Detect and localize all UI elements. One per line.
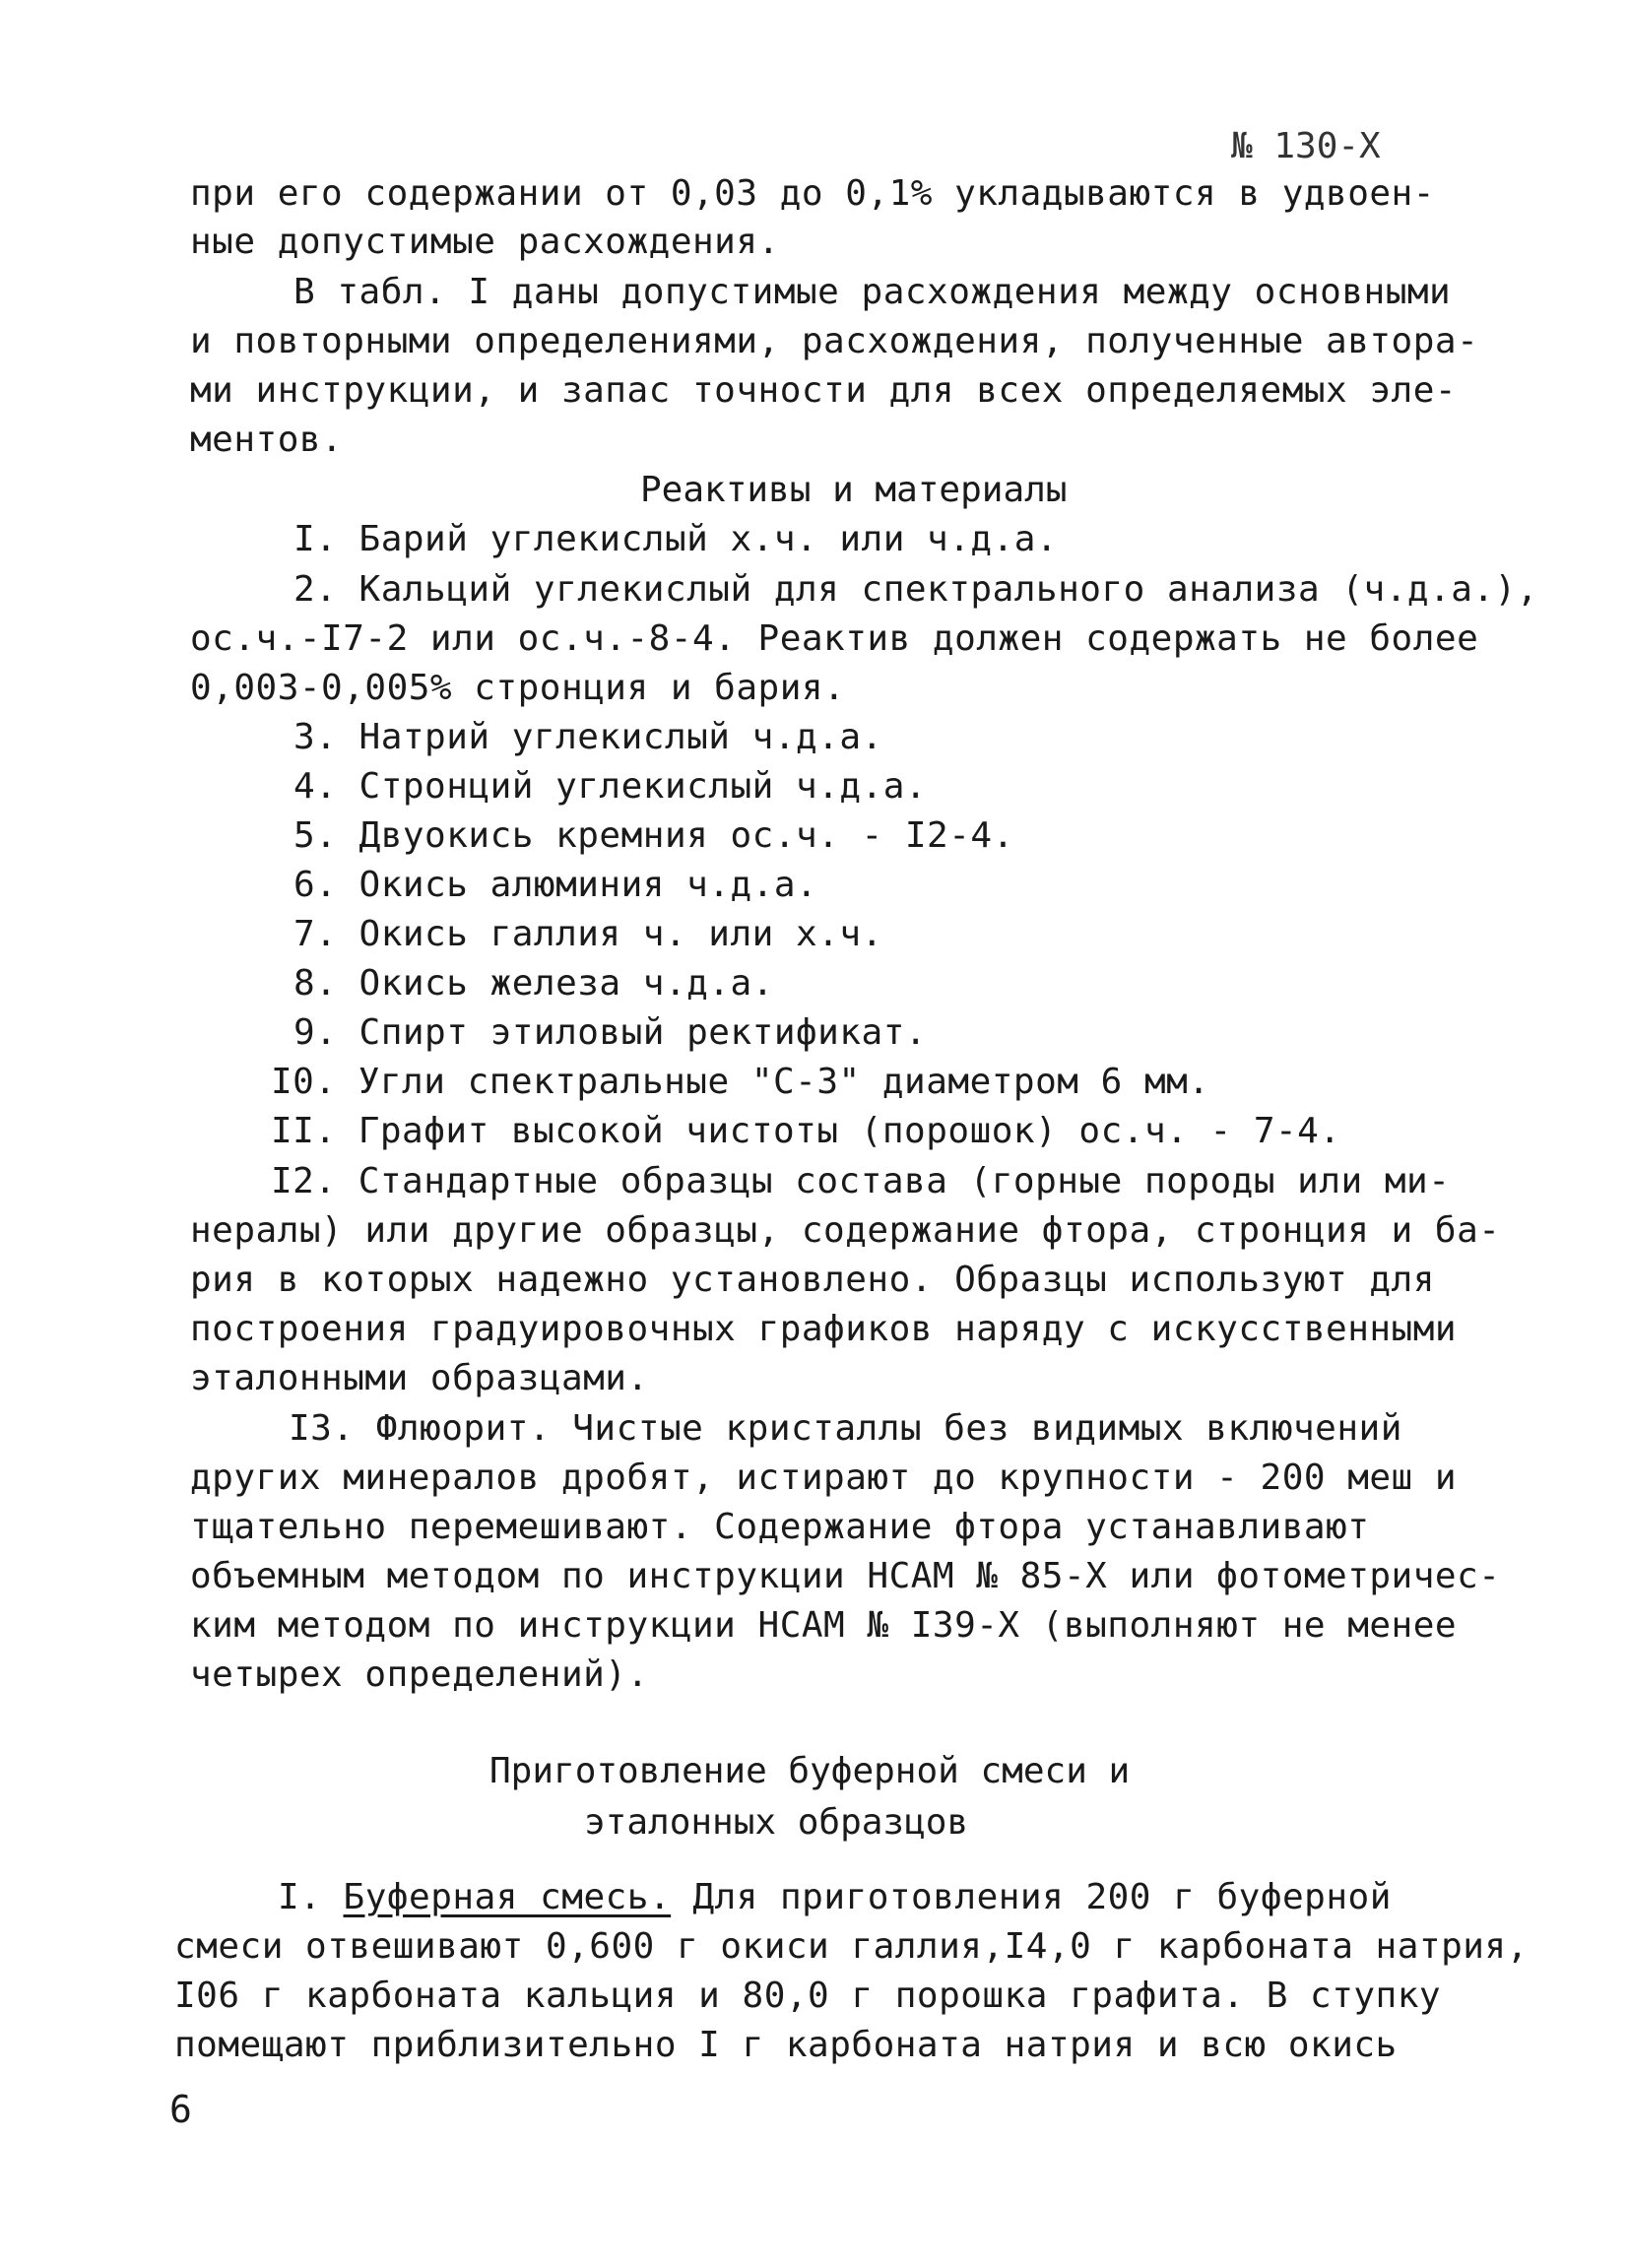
document-number: № 130-Х — [1231, 126, 1381, 166]
text-line: других минералов дробят, истирают до крупности - 200 меш и — [190, 1458, 1458, 1498]
section-heading-reagents: Реактивы и материалы — [640, 470, 1068, 510]
reagent-item: I3. Флюорит. Чистые кристаллы без видимых включений — [289, 1408, 1402, 1449]
text-line: эталонными образцами. — [190, 1358, 649, 1398]
buffer-paragraph-first-line — [278, 1876, 1392, 1919]
text-line: ос.ч.-I7-2 или ос.ч.-8-4. Реактив должен содержать не более — [190, 618, 1479, 659]
text-line: ные допустимые расхождения. — [190, 222, 780, 262]
text-line: помещают приблизительно I г карбоната натрия и всю окись — [174, 2025, 1398, 2065]
text-line: четырех определений). — [190, 1654, 649, 1695]
text-line: ким методом по инструкции НСАМ № I39-Х (выполняют не менее — [190, 1605, 1458, 1646]
reagent-item: 3. Натрий углекислый ч.д.а. — [293, 717, 883, 757]
reagent-item: I. Барий углекислый х.ч. или ч.д.а. — [293, 519, 1059, 559]
reagent-item: I0. Угли спектральные "С-3" диаметром 6 мм. — [271, 1062, 1210, 1102]
reagent-item: 4. Стронций углекислый ч.д.а. — [293, 766, 928, 807]
section-heading-preparation: Приготовление буферной смеси и — [489, 1751, 1131, 1791]
reagent-item: I2. Стандартные образцы состава (горные породы или ми- — [271, 1161, 1451, 1201]
section-heading-preparation-line2: эталонных образцов — [584, 1802, 969, 1843]
reagent-item: 7. Окись галлия ч. или х.ч. — [293, 914, 883, 954]
text-line: и повторными определениями, расхождения, полученные автора- — [190, 321, 1479, 361]
text-line: смеси отвешивают 0,600 г окиси галлия,I4,0 г карбоната натрия, — [174, 1926, 1529, 1967]
text-line: 0,003-0,005% стронция и бария. — [190, 668, 846, 708]
text-line: I06 г карбоната кальция и 80,0 г порошка графита. В ступку — [174, 1976, 1442, 2016]
reagent-item: II. Графит высокой чистоты (порошок) ос.ч. - 7-4. — [271, 1111, 1341, 1151]
text-line: В табл. I даны допустимые расхождения между основными — [293, 272, 1452, 312]
text-line: нералы) или другие образцы, содержание фтора, стронция и ба- — [190, 1210, 1501, 1251]
page-number: 6 — [169, 2088, 192, 2131]
reagent-item: 5. Двуокись кремния ос.ч. - I2-4. — [293, 815, 1014, 856]
text-line: рия в которых надежно установлено. Образцы используют для — [190, 1260, 1435, 1300]
text-line: ми инструкции, и запас точности для всех определяемых эле- — [190, 370, 1458, 411]
text-line: ментов. — [190, 420, 344, 460]
reagent-item: 2. Кальций углекислый для спектрального анализа (ч.д.а.), — [293, 569, 1538, 610]
text-line: объемным методом по инструкции НСАМ № 85-Х или фотометричес- — [190, 1556, 1501, 1596]
text-line: построения градуировочных графиков наряду с искусственными — [190, 1309, 1458, 1349]
item-number: I. — [278, 1877, 344, 1917]
reagent-item: 9. Спирт этиловый ректификат. — [293, 1012, 928, 1053]
text-line: при его содержании от 0,03 до 0,1% укладываются в удвоен- — [190, 173, 1435, 214]
text-line: тщательно перемешивают. Содержание фтора устанавливают — [190, 1507, 1370, 1547]
reagent-item: 8. Окись железа ч.д.а. — [293, 963, 774, 1004]
buffer-title: Буферная смесь. — [343, 1877, 672, 1917]
reagent-item: 6. Окись алюминия ч.д.а. — [293, 865, 818, 905]
text-span: Для приготовления 200 г буферной — [671, 1877, 1392, 1917]
